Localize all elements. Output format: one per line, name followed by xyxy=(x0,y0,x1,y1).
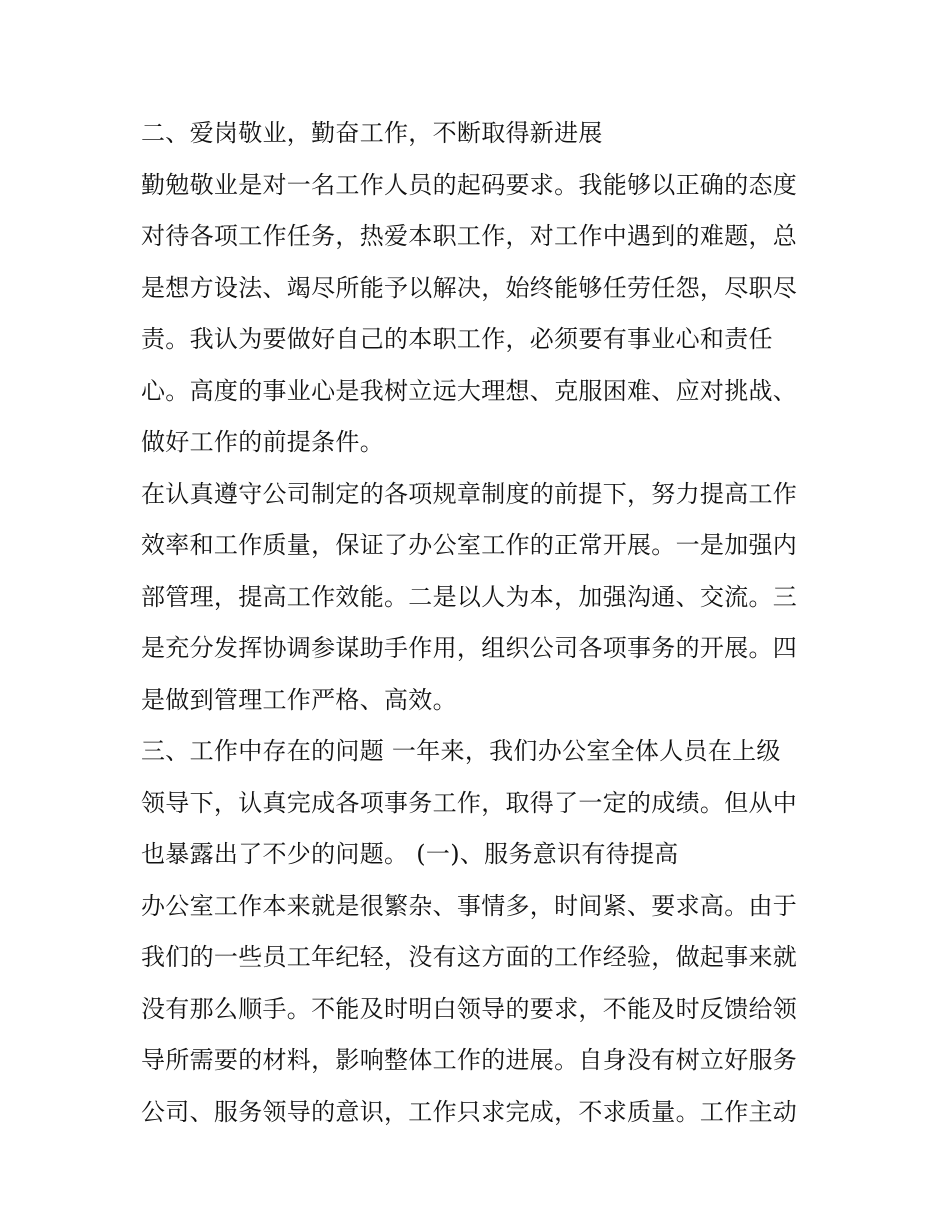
text-line: 勤勉敬业是对一名工作人员的起码要求。我能够以正确的态度 xyxy=(141,170,798,199)
text-line: 在认真遵守公司制定的各项规章制度的前提下，努力提高工作 xyxy=(141,479,798,508)
text-line: 是充分发挥协调参谋助手作用，组织公司各项事务的开展。四 xyxy=(141,634,798,662)
text-line: 做好工作的前提条件。 xyxy=(141,428,384,456)
text-line: 领导下，认真完成各项事务工作，取得了一定的成绩。但从中 xyxy=(141,788,798,817)
section-heading-2: 二、爱岗敬业，勤奋工作，不断取得新进展 xyxy=(141,119,603,147)
body-text xyxy=(141,108,821,1138)
text-line: 效率和工作质量，保证了办公室工作的正常开展。一是加强内 xyxy=(141,531,798,559)
text-line: 办公室工作本来就是很繁杂、事情多，时间紧、要求高。由于 xyxy=(141,891,798,920)
section-heading-3: 三、工作中存在的问题 一年来，我们办公室全体人员在上级 xyxy=(141,737,781,765)
text-line: 心。高度的事业心是我树立远大理想、克服困难、应对挑战、 xyxy=(141,376,798,405)
text-line: 公司、服务领导的意识，工作只求完成，不求质量。工作主动 xyxy=(141,1097,798,1126)
text-line: 没有那么顺手。不能及时明白领导的要求，不能及时反馈给领 xyxy=(141,994,798,1023)
text-line: 责。我认为要做好自己的本职工作，必须要有事业心和责任 xyxy=(141,325,773,353)
text-line: 导所需要的材料，影响整体工作的进展。自身没有树立好服务 xyxy=(141,1046,798,1074)
text-line: 是做到管理工作严格、高效。 xyxy=(141,685,457,714)
text-line: 我们的一些员工年纪轻，没有这方面的工作经验，做起事来就 xyxy=(141,943,798,971)
text-line: 是想方设法、竭尽所能予以解决，始终能够任劳任怨，尽职尽 xyxy=(141,273,798,302)
text-line: 也暴露出了不少的问题。 (一)、服务意识有待提高 xyxy=(141,840,679,868)
text-line: 部管理，提高工作效能。二是以人为本，加强沟通、交流。三 xyxy=(141,582,798,611)
text-line: 对待各项工作任务，热爱本职工作，对工作中遇到的难题，总 xyxy=(141,222,798,250)
